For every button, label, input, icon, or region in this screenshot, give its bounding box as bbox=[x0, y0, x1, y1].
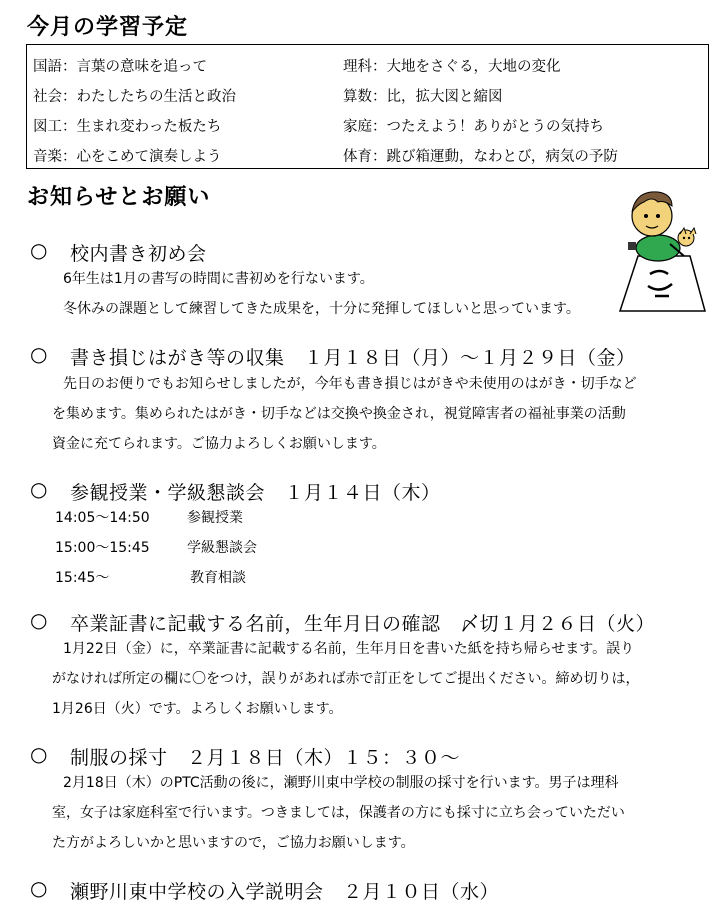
notice-line: 冬休みの課題として練習してきた成果を，十分に発揮してほしいと思っています。 bbox=[63, 301, 580, 317]
notice-line: 2月18日（木）のPTC活動の後に，瀬野川東中学校の制服の採寸を行います。男子は理科 bbox=[63, 775, 619, 791]
notice-title-6: 瀬野川東中学校の入学説明会 ２月１０日（水） bbox=[70, 881, 500, 903]
notice-line: 6年生は1月の書写の時間に書初めを行ないます。 bbox=[63, 271, 374, 287]
schedule-row-katei: 家庭：つたえよう！ありがとうの気持ち bbox=[343, 119, 604, 135]
timetable-time: 15:00～15:45 bbox=[55, 540, 150, 556]
notice-line: 1月26日（火）です。よろしくお願いします。 bbox=[52, 701, 343, 717]
notice-bullet-4: ○ bbox=[30, 608, 48, 632]
notice-bullet-5: ○ bbox=[30, 742, 48, 766]
timetable-event: 教育相談 bbox=[190, 570, 246, 586]
notice-title-5: 制服の採寸 ２月１８日（木）１５：３０～ bbox=[70, 747, 461, 769]
notice-title-3: 参観授業・学級懇談会 １月１４日（木） bbox=[70, 482, 441, 504]
timetable-time: 14:05～14:50 bbox=[55, 510, 150, 526]
schedule-row-zuko: 図工：生まれ変わった板たち bbox=[33, 119, 222, 135]
timetable-time: 15:45～ bbox=[55, 570, 110, 586]
schedule-row-shakai: 社会：わたしたちの生活と政治 bbox=[33, 89, 236, 105]
notice-bullet-1: ○ bbox=[30, 238, 48, 262]
notice-line: がなければ所定の欄に〇をつけ，誤りがあれば赤で訂正をしてご提出ください。締め切りは， bbox=[52, 671, 640, 687]
boy-writing-calligraphy-icon bbox=[610, 186, 710, 316]
notice-title-2: 書き損じはがき等の収集 １月１８日（月）～１月２９日（金） bbox=[70, 347, 636, 369]
schedule-row-taiiku: 体育：跳び箱運動，なわとび，病気の予防 bbox=[343, 149, 618, 165]
notice-line: 1月22日（金）に，卒業証書に記載する名前，生年月日を書いた紙を持ち帰らせます。誤り bbox=[63, 641, 635, 657]
schedule-title: 今月の学習予定 bbox=[27, 15, 189, 40]
notice-title-4: 卒業証書に記載する名前，生年月日の確認 〆切１月２６日（火） bbox=[70, 613, 656, 635]
notice-bullet-3: ○ bbox=[30, 477, 48, 501]
notice-title-1: 校内書き初め会 bbox=[70, 243, 207, 265]
notice-line: を集めます。集められたはがき・切手などは交換や換金され，視覚障害者の福祉事業の活動 bbox=[52, 406, 626, 422]
notice-line: た方がよろしいかと思いますので，ご協力お願いします。 bbox=[52, 835, 415, 851]
notice-line: 室，女子は家庭科室で行います。つきましては，保護者の方にも採寸に立ち会っていただい bbox=[52, 805, 625, 821]
schedule-row-kokugo: 国語：言葉の意味を追って bbox=[33, 59, 207, 75]
timetable-event: 学級懇談会 bbox=[187, 540, 257, 556]
schedule-row-rika: 理科：大地をさぐる，大地の変化 bbox=[343, 59, 561, 75]
notice-bullet-6: ○ bbox=[30, 876, 48, 900]
schedule-box bbox=[26, 44, 709, 169]
notice-bullet-2: ○ bbox=[30, 342, 48, 366]
schedule-row-ongaku: 音楽：心をこめて演奏しよう bbox=[33, 149, 222, 165]
notices-title: お知らせとお願い bbox=[27, 185, 211, 210]
timetable-event: 参観授業 bbox=[187, 510, 243, 526]
notice-line: 先日のお便りでもお知らせしましたが，今年も書き損じはがきや未使用のはがき・切手など bbox=[63, 376, 637, 392]
schedule-row-sansu: 算数：比，拡大図と縮図 bbox=[343, 89, 503, 105]
notice-line: 資金に充てられます。ご協力よろしくお願いします。 bbox=[52, 436, 386, 452]
